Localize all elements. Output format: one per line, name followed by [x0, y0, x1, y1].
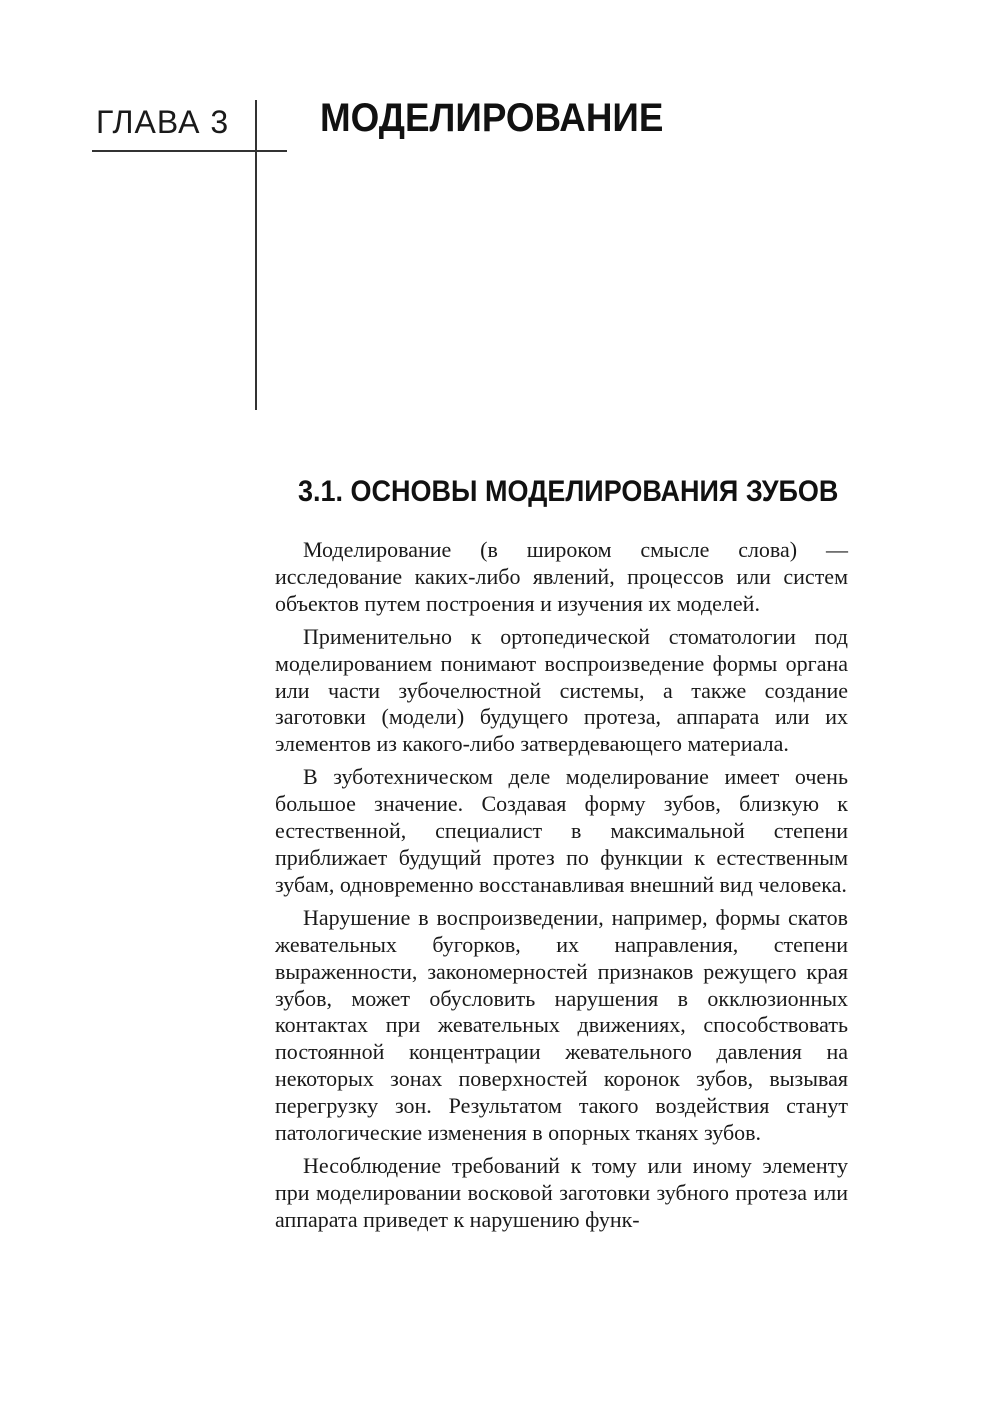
- chapter-title: МОДЕЛИРОВАНИЕ: [320, 96, 664, 140]
- horizontal-rule: [92, 150, 287, 152]
- paragraph-5: Несоблюдение требований к тому или иному элементу при моделировании восковой заготовки зубного протеза или аппарата приведет к нарушению функ-: [275, 1152, 848, 1232]
- body-text: [275, 537, 848, 1240]
- paragraph-4: Нарушение в воспроизведении, например, формы скатов жевательных бугорков, их направления, степени выраженности, закономерностей признаков режущего края зубов, может обусловить нарушения в окклюзионных контактах при жевательных движениях, способствовать постоянной концентрации жевательного давления на некоторых зонах поверхностей коронок зубов, вызывая перегрузку зон. Результатом такого воздействия станут патологические изменения в опорных тканях зубов.: [275, 904, 848, 1146]
- vertical-rule: [255, 100, 257, 410]
- chapter-label: ГЛАВА 3: [96, 104, 230, 140]
- paragraph-3: В зуботехническом деле моделирование имеет очень большое значение. Создавая форму зубов, близкую к естественной, специалист в максимальной степени приближает будущий протез по функции к естественным зубам, одновременно восстанавливая внешний вид человека.: [275, 764, 848, 897]
- paragraph-2: Применительно к ортопедической стоматологии под моделированием понимают воспроизведение формы органа или части зубочелюстной системы, а также создание заготовки (модели) будущего протеза, аппарата или их элементов из какого-либо затвердевающего материала.: [275, 623, 848, 757]
- paragraph-1: Моделирование (в широком смысле слова) — исследование каких-либо явлений, процессов или систем объектов путем построения и изучения их моделей.: [275, 537, 848, 616]
- section-title: 3.1. ОСНОВЫ МОДЕЛИРОВАНИЯ ЗУБОВ: [298, 475, 839, 508]
